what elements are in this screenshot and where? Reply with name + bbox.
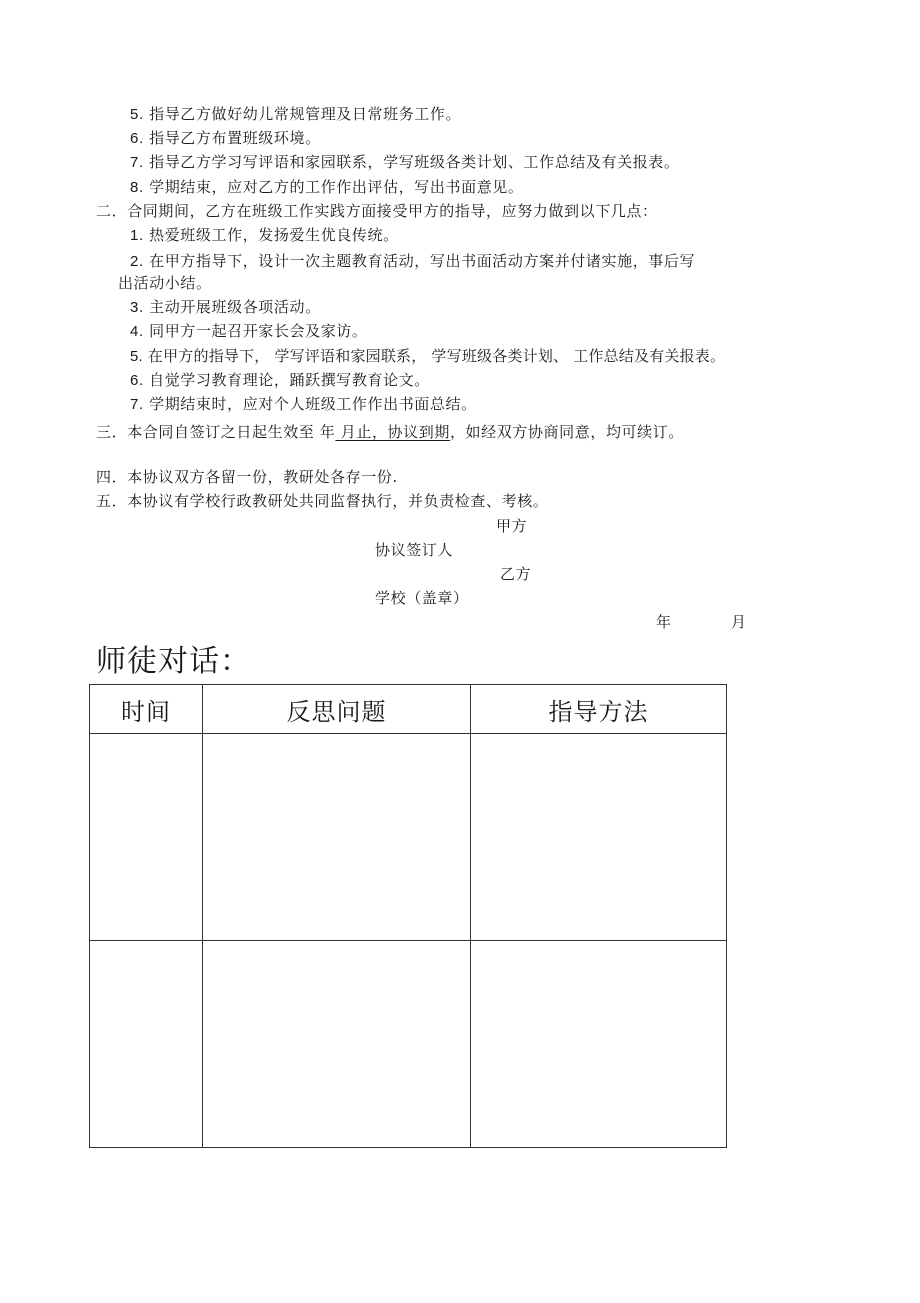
section-3-underlined-expiry: 协议到期: [387, 423, 450, 441]
table-row: [90, 941, 727, 1148]
item-number: 4.: [130, 323, 144, 340]
item-number: 6.: [130, 130, 144, 147]
item-number: 2.: [130, 253, 144, 270]
item-text: 主动开展班级各项活动。: [149, 298, 321, 316]
time-cell[interactable]: [90, 941, 203, 1148]
item-text: 在甲方指导下，设计一次主题教育活动，写出书面活动方案并付诸实施，事后写: [149, 252, 696, 270]
item-number: 6.: [130, 372, 144, 389]
section-3-underlined-month: 月止，: [335, 423, 388, 441]
reflection-cell[interactable]: [203, 734, 471, 941]
item-text: 指导乙方学习写评语和家园联系，学写班级各类计划、工作总结及有关报表。: [149, 153, 680, 171]
item-text: 自觉学习教育理论，踊跃撰写教育论文。: [149, 371, 430, 389]
month-label: 月: [731, 613, 747, 631]
section-3-text-end: ，如经双方协商同意，均可续订。: [449, 423, 684, 441]
clause-item: [130, 394, 477, 415]
clause-item: [130, 128, 321, 149]
clause-item: [130, 370, 430, 391]
dialogue-table: [89, 684, 727, 1148]
item-number: 1.: [130, 227, 144, 244]
table-row: [90, 734, 727, 941]
guidance-cell[interactable]: [471, 941, 727, 1148]
item-text: 在甲方的指导下， 学写评语和家园联系， 学写班级各类计划、 工作总结及有关报表。: [147, 347, 726, 365]
clause-item-continuation: 出活动小结。: [118, 274, 212, 292]
section-5: 五．本协议有学校行政教研处共同监督执行，并负责检查、考核。: [96, 492, 549, 510]
clause-item: [130, 152, 680, 173]
time-cell[interactable]: [90, 734, 203, 941]
clause-item: [130, 225, 399, 246]
item-text: 热爱班级工作，发扬爱生优良传统。: [149, 226, 399, 244]
clause-item: [130, 321, 368, 342]
column-header-reflection: 反思问题: [203, 685, 471, 734]
section-3-text: 三．本合同自签订之日起生效至 年: [96, 423, 336, 441]
signer-label: 协议签订人: [375, 541, 454, 559]
section-2-heading: 二．合同期间，乙方在班级工作实践方面接受甲方的指导，应努力做到以下几点：: [96, 202, 658, 220]
item-text: 指导乙方布置班级环境。: [149, 129, 321, 147]
item-text: 同甲方一起召开家长会及家访。: [149, 322, 368, 340]
item-text: 学期结束时，应对个人班级工作作出书面总结。: [149, 395, 477, 413]
item-number: 5.: [130, 106, 144, 123]
table-header-row: [90, 685, 727, 734]
clause-item: [130, 346, 725, 367]
item-text: 学期结束，应对乙方的工作作出评估，写出书面意见。: [149, 178, 524, 196]
party-b-label: 乙方: [500, 565, 532, 583]
section-4: 四．本协议双方各留一份，教研处各存一份.: [96, 468, 398, 486]
item-number: 5.: [130, 348, 143, 365]
school-seal-label: 学校（盖章）: [375, 589, 469, 607]
clause-item: [130, 251, 695, 272]
year-label: 年: [656, 613, 672, 631]
item-text: 指导乙方做好幼儿常规管理及日常班务工作。: [149, 105, 462, 123]
clause-item: [130, 297, 321, 318]
clause-item: [130, 104, 461, 125]
guidance-cell[interactable]: [471, 734, 727, 941]
item-number: 7.: [130, 396, 144, 413]
clause-item: [130, 177, 524, 198]
dialogue-title: 师徒对话：: [96, 644, 251, 679]
item-number: 8.: [130, 179, 144, 196]
reflection-cell[interactable]: [203, 941, 471, 1148]
section-3: [96, 422, 684, 442]
column-header-time: 时间: [90, 685, 203, 734]
item-number: 3.: [130, 299, 144, 316]
party-a-label: 甲方: [496, 517, 528, 535]
item-number: 7.: [130, 154, 144, 171]
column-header-guidance: 指导方法: [471, 685, 727, 734]
